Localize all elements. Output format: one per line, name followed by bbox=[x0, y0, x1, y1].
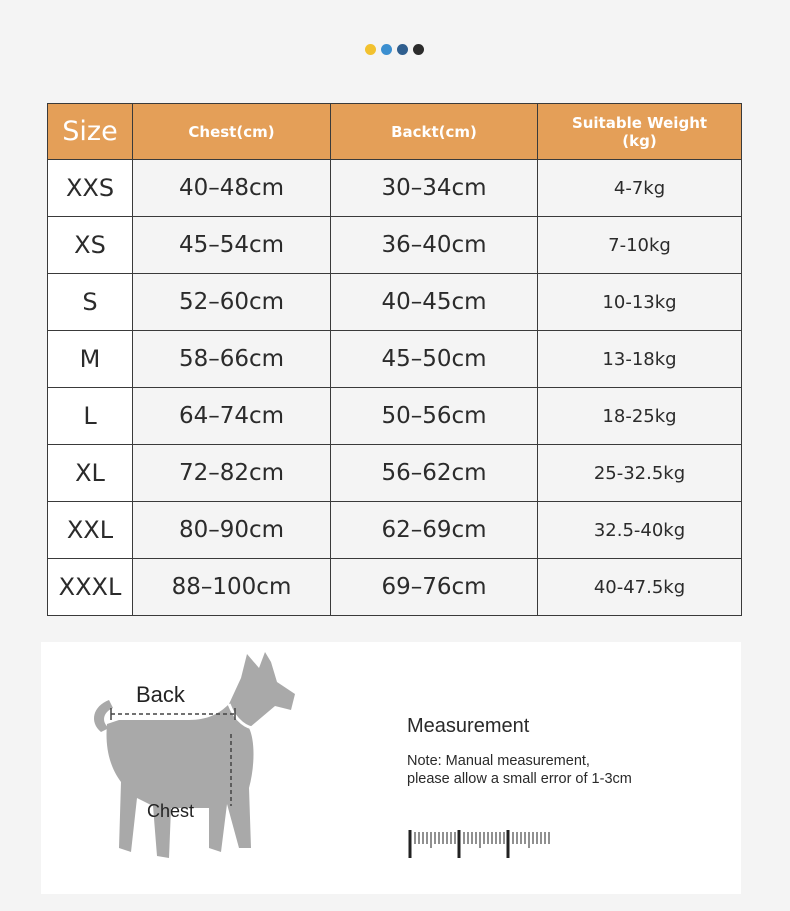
cell-chest: 52–60cm bbox=[133, 274, 331, 331]
cell-size: XL bbox=[48, 445, 133, 502]
cell-weight: 32.5-40kg bbox=[538, 502, 742, 559]
cell-size: XXXL bbox=[48, 559, 133, 616]
cell-back: 56–62cm bbox=[331, 445, 538, 502]
measurement-note bbox=[407, 752, 632, 788]
cell-chest: 58–66cm bbox=[133, 331, 331, 388]
cell-chest: 80–90cm bbox=[133, 502, 331, 559]
cell-back: 62–69cm bbox=[331, 502, 538, 559]
header-weight-line1: Suitable Weight bbox=[571, 113, 708, 132]
ruler-icon bbox=[407, 828, 557, 860]
table-row bbox=[48, 502, 742, 559]
cell-chest: 88–100cm bbox=[133, 559, 331, 616]
dot-navy bbox=[397, 44, 408, 55]
table-row bbox=[48, 559, 742, 616]
table-header-row bbox=[48, 104, 742, 160]
header-weight-line2: (kg) bbox=[622, 131, 657, 150]
cell-size: M bbox=[48, 331, 133, 388]
cell-chest: 40–48cm bbox=[133, 160, 331, 217]
cell-back: 50–56cm bbox=[331, 388, 538, 445]
cell-weight: 18-25kg bbox=[538, 388, 742, 445]
cell-chest: 72–82cm bbox=[133, 445, 331, 502]
table-row bbox=[48, 445, 742, 502]
header-weight bbox=[538, 104, 742, 160]
cell-chest: 45–54cm bbox=[133, 217, 331, 274]
chest-label: Chest bbox=[147, 801, 195, 821]
measurement-panel bbox=[41, 642, 741, 894]
measurement-title: Measurement bbox=[407, 715, 530, 737]
table-row bbox=[48, 217, 742, 274]
cell-weight: 4-7kg bbox=[538, 160, 742, 217]
dot-yellow bbox=[365, 44, 376, 55]
carousel-dots bbox=[365, 44, 424, 55]
cell-back: 30–34cm bbox=[331, 160, 538, 217]
header-chest: Chest(cm) bbox=[133, 104, 331, 160]
cell-back: 36–40cm bbox=[331, 217, 538, 274]
dot-dark bbox=[413, 44, 424, 55]
cell-weight: 10-13kg bbox=[538, 274, 742, 331]
header-size: Size bbox=[48, 104, 133, 160]
cell-back: 40–45cm bbox=[331, 274, 538, 331]
cell-size: XXL bbox=[48, 502, 133, 559]
dog-silhouette-icon bbox=[79, 648, 309, 878]
table-row bbox=[48, 160, 742, 217]
table-row bbox=[48, 388, 742, 445]
cell-back: 45–50cm bbox=[331, 331, 538, 388]
dot-blue bbox=[381, 44, 392, 55]
cell-size: L bbox=[48, 388, 133, 445]
cell-weight: 13-18kg bbox=[538, 331, 742, 388]
cell-chest: 64–74cm bbox=[133, 388, 331, 445]
note-line2: please allow a small error of 1-3cm bbox=[407, 771, 632, 787]
table-row bbox=[48, 274, 742, 331]
cell-size: S bbox=[48, 274, 133, 331]
size-chart-table bbox=[47, 103, 742, 616]
cell-back: 69–76cm bbox=[331, 559, 538, 616]
note-line1: Note: Manual measurement, bbox=[407, 753, 590, 769]
cell-size: XS bbox=[48, 217, 133, 274]
cell-weight: 40-47.5kg bbox=[538, 559, 742, 616]
table-row bbox=[48, 331, 742, 388]
header-back: Backt(cm) bbox=[331, 104, 538, 160]
cell-weight: 7-10kg bbox=[538, 217, 742, 274]
cell-size: XXS bbox=[48, 160, 133, 217]
cell-weight: 25-32.5kg bbox=[538, 445, 742, 502]
back-label: Back bbox=[136, 682, 185, 707]
